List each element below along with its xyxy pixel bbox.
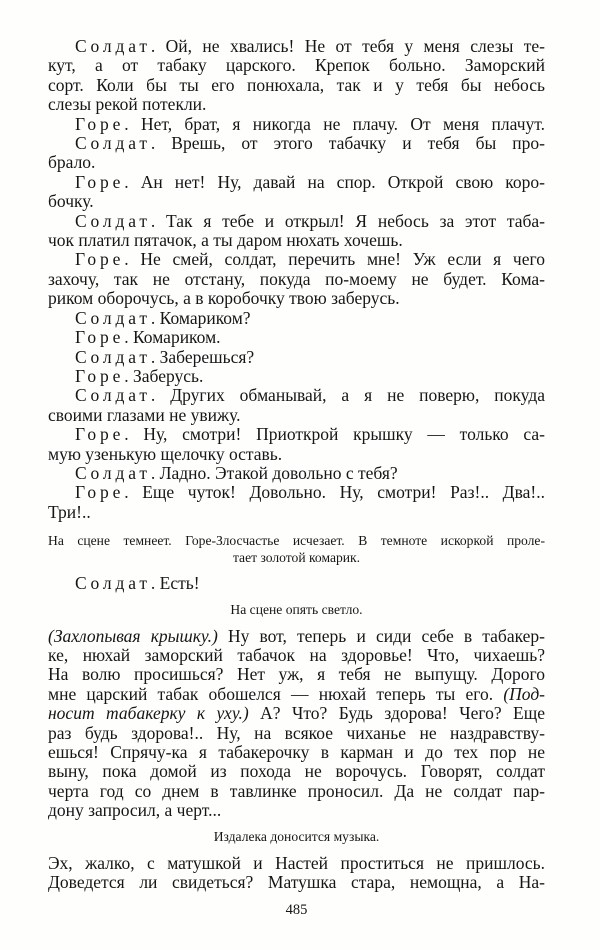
text-segment: ке, нюхай заморский табачок на здоровье! Что, чихаешь? [48,644,545,665]
text-line [48,445,545,464]
text-segment: . Комариком. [124,327,221,348]
character-name: Горе [75,327,125,348]
inline-stage-note: (Под- [503,683,545,704]
text-segment: мне царский табак обошелся — нюхай теперь ты его. [48,683,504,704]
text-line [48,270,545,289]
character-name: Солдат [75,210,151,231]
text-line [48,425,545,444]
text-segment: тает золотой комарик. [232,550,361,566]
inline-stage-note: (Захлопывая крышку.) [48,625,218,646]
text-segment: бочку. [48,191,94,212]
inline-stage-note: носит табакерку к уху.) [48,703,249,724]
text-segment: Доведется ли свидеться? Матушка стара, немощна, а На- [48,872,545,893]
character-name: Солдат [75,462,151,483]
text-segment: сорт. Коли бы ты его понюхала, так и у тебя бы небось [48,74,545,95]
text-line [48,173,545,192]
text-segment: . Еще чуток! Довольно. Ну, смотри! Раз!.. Два!.. [124,482,545,503]
text-segment: Ну вот, теперь и сиди себе в табакер- [217,625,545,646]
text-segment: . Других обманывай, а я не поверю, покуда [150,385,545,406]
text-segment: брало. [48,152,96,173]
soldier-exclaim-paragraph [48,574,545,593]
text-line [48,762,545,781]
text-line [48,231,545,250]
text-line [48,801,545,820]
text-segment: . Ладно. Этакой довольно с тебя? [150,462,398,483]
text-line [48,464,545,483]
text-line [48,192,545,211]
text-segment: . Комариком? [150,307,251,328]
page-number: 485 [285,902,308,919]
character-name: Горе [75,424,125,445]
text-column [48,37,545,892]
text-segment: слезы рекой потекли. [48,94,207,115]
character-name: Солдат [75,133,151,154]
text-line [48,134,545,153]
text-segment: ешься! Спрячу-ка я табакерочку в карман и до тех пор не [48,742,545,762]
character-name: Горе [75,171,125,192]
text-line [48,115,545,134]
text-line [48,627,545,646]
text-segment: На волю просишься? Нет уж, я тебя не выпущу. Дорого [48,664,545,685]
text-line [48,646,545,665]
text-segment: Три!.. [48,501,91,522]
character-name: Горе [75,113,125,134]
character-name: Горе [75,249,125,270]
text-segment: . Не смей, солдат, перечить мне! Уж если я чего [124,249,545,270]
text-segment: . Нет, брат, я никогда не плачу. От меня плачут. [124,113,545,134]
text-segment: . Заберешься? [150,346,255,367]
text-line [48,665,545,684]
text-segment: Издалека доносится музыка. [213,828,380,844]
text-segment: . Ой, не хвались! Не от тебя у меня слезы те- [150,36,545,56]
text-line [48,601,545,618]
text-segment: Эх, жалко, с матушкой и Настей проститься не пришлось. [48,852,545,873]
text-line [48,483,545,502]
closing-paragraph [48,854,545,893]
text-segment: раз будь здорова!.. Ну, на всякое чиханье не наздравству- [48,722,545,743]
text-segment: черта год со днем в тавлинке проносил. Да не солдат пар- [48,780,545,801]
text-line [48,309,545,328]
text-segment: На сцене темнеет. Горе-Злосчастье исчезает. В темноте искоркой проле- [48,533,545,549]
text-line [48,532,545,549]
text-line [48,37,545,56]
stage-direction-darkens [48,532,545,566]
text-line [48,76,545,95]
stage-direction-music [48,828,545,845]
text-line [48,386,545,405]
character-name: Солдат [75,573,151,594]
dialogue-block [48,37,545,522]
text-segment: . Ну, смотри! Приоткрой крышку — только са- [124,424,545,445]
text-line [48,549,545,566]
character-name: Солдат [75,36,151,56]
character-name: Солдат [75,385,151,406]
text-line [48,367,545,386]
text-line [48,250,545,269]
character-name: Солдат [75,346,151,367]
text-line [48,782,545,801]
text-line [48,743,545,762]
text-segment: чок платил пятачок, а ты даром нюхать хочешь. [48,230,403,251]
text-segment: риком оборочусь, а в коробочку твою заберусь. [48,288,400,309]
text-line [48,406,545,425]
text-segment: . Ан нет! Ну, давай на спор. Открой свою коро- [124,171,545,192]
text-line [48,348,545,367]
text-line [48,854,545,873]
text-line [48,828,545,845]
character-name: Горе [75,482,125,503]
text-line [48,95,545,114]
text-segment: . Врешь, от этого табачку и тебя бы про- [150,133,545,154]
text-segment: А? Что? Будь здорова! Чего? Еще [248,703,545,724]
text-line [48,153,545,172]
text-segment: . Заберусь. [124,365,204,386]
text-segment: своими глазами не увижу. [48,404,241,425]
text-line [48,873,545,892]
monologue-paragraph [48,627,545,821]
text-line [48,289,545,308]
text-segment: выну, пока домой из похода не ворочусь. Говорят, солдат [48,761,545,782]
text-line [48,685,545,704]
text-segment: дону запросил, а черт... [48,800,222,821]
text-line [48,503,545,522]
stage-direction-light [48,601,545,618]
text-segment: . Так я тебе и открыл! Я небось за этот таба- [150,210,545,231]
text-segment: . Есть! [150,573,200,594]
text-segment: кут, а от табаку царского. Крепок больно. Заморский [48,55,545,76]
text-line [48,724,545,743]
text-line [48,574,545,593]
text-line [48,56,545,75]
text-segment: мую узенькую щелочку оставь. [48,443,283,464]
text-line [48,212,545,231]
text-segment: захочу, так не отстану, покуда по-моему не будет. Кома- [48,268,545,289]
text-segment: На сцене опять светло. [230,601,363,617]
character-name: Солдат [75,307,151,328]
text-line [48,328,545,347]
character-name: Горе [75,365,125,386]
text-line [48,704,545,723]
